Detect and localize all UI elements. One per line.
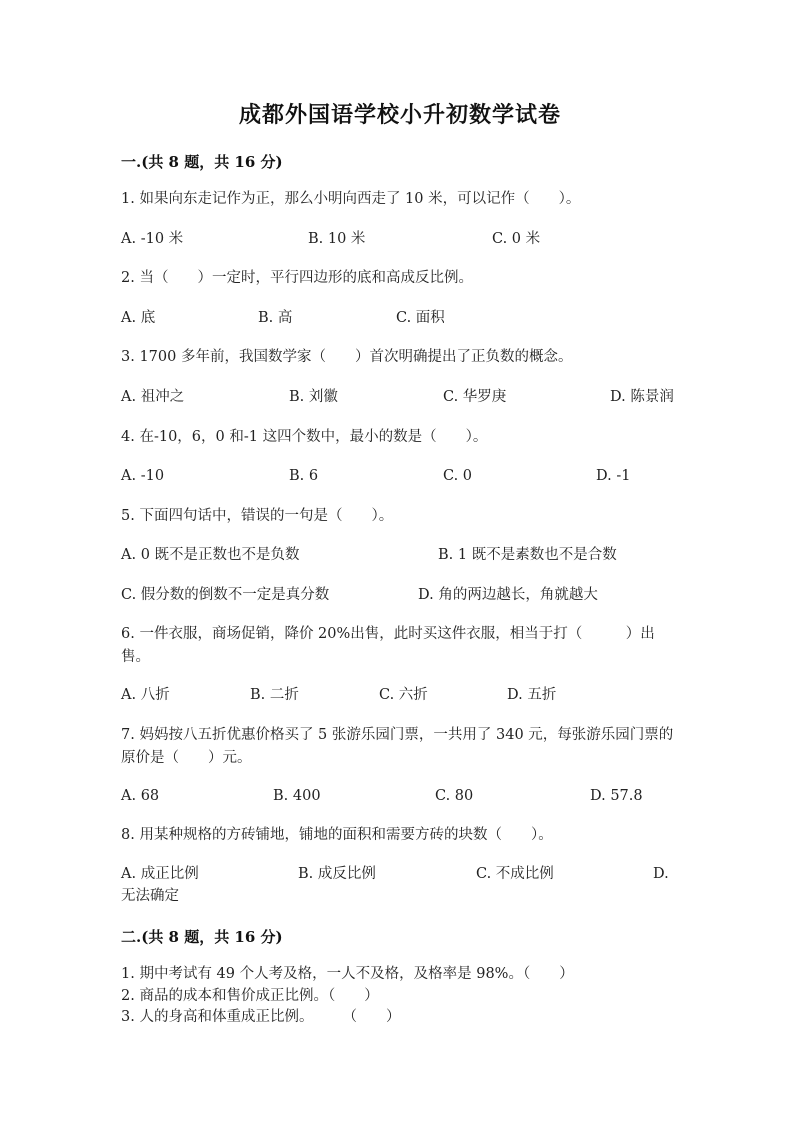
question-6-option-c: C. 六折 (379, 687, 428, 703)
question-7-option-c: C. 80 (435, 788, 474, 804)
question-7-option-b: B. 400 (273, 788, 321, 804)
question-8-option-b: B. 成反比例 (298, 866, 376, 882)
question-5-option-c: C. 假分数的倒数不一定是真分数 (121, 587, 330, 603)
question-4-option-c: C. 0 (443, 468, 473, 484)
question-8-option-a: A. 成正比例 (121, 866, 199, 882)
question-8: 8. 用某种规格的方砖铺地，铺地的面积和需要方砖的块数（ ）。 (121, 827, 553, 843)
question-8-option-d: D. 无法确定 (121, 866, 669, 904)
question-7-option-d: D. 57.8 (590, 788, 643, 804)
question-4-option-b: B. 6 (289, 468, 319, 484)
question-6-option-a: A. 八折 (121, 687, 170, 703)
question-6-option-d: D. 五折 (507, 687, 557, 703)
true-false-item-3: 3. 人的身高和体重成正比例。 （ ） (121, 1009, 401, 1025)
question-2-option-b: B. 高 (258, 310, 293, 326)
question-2-option-a: A. 底 (121, 310, 156, 326)
question-8-option-c: C. 不成比例 (476, 866, 554, 882)
question-5-option-b: B. 1 既不是素数也不是合数 (438, 547, 617, 563)
section-2-heading: 二.(共 8 题，共 16 分) (121, 928, 283, 946)
question-3-option-c: C. 华罗庚 (443, 389, 507, 405)
question-6: 6. 一件衣服，商场促销，降价 20%出售，此时买这件衣服，相当于打（ ）出售。 (121, 626, 655, 665)
question-5-option-a: A. 0 既不是正数也不是负数 (121, 547, 300, 563)
question-7: 7. 妈妈按八五折优惠价格买了 5 张游乐园门票，一共用了 340 元，每张游乐园门票的原价是（ ）元。 (121, 727, 674, 766)
question-6-option-b: B. 二折 (250, 687, 299, 703)
question-1-option-c: C. 0 米 (492, 231, 541, 247)
question-5-option-d: D. 角的两边越长，角就越大 (418, 587, 598, 603)
page-title: 成都外国语学校小升初数学试卷 (238, 102, 561, 128)
true-false-item-1: 1. 期中考试有 49 个人考及格，一人不及格，及格率是 98%。（ ） (121, 966, 574, 982)
question-1-option-a: A. -10 米 (121, 231, 184, 247)
question-3: 3. 1700 多年前，我国数学家（ ）首次明确提出了正负数的概念。 (121, 349, 573, 365)
question-7-option-a: A. 68 (121, 788, 160, 804)
question-4: 4. 在-10，6，0 和-1 这四个数中，最小的数是（ ）。 (121, 429, 488, 445)
question-1: 1. 如果向东走记作为正，那么小明向西走了 10 米，可以记作（ ）。 (121, 191, 581, 207)
question-3-option-a: A. 祖冲之 (121, 389, 185, 405)
question-2-option-c: C. 面积 (396, 310, 445, 326)
question-5: 5. 下面四句话中，错误的一句是（ ）。 (121, 508, 394, 524)
question-3-option-d: D. 陈景润 (610, 389, 674, 405)
question-4-option-d: D. -1 (596, 468, 631, 484)
question-3-option-b: B. 刘徽 (289, 389, 338, 405)
question-4-option-a: A. -10 (121, 468, 165, 484)
question-2: 2. 当（ ）一定时，平行四边形的底和高成反比例。 (121, 270, 473, 286)
question-1-option-b: B. 10 米 (308, 231, 366, 247)
true-false-item-2: 2. 商品的成本和售价成正比例。（ ） (121, 988, 379, 1004)
section-1-heading: 一.(共 8 题，共 16 分) (121, 153, 283, 171)
